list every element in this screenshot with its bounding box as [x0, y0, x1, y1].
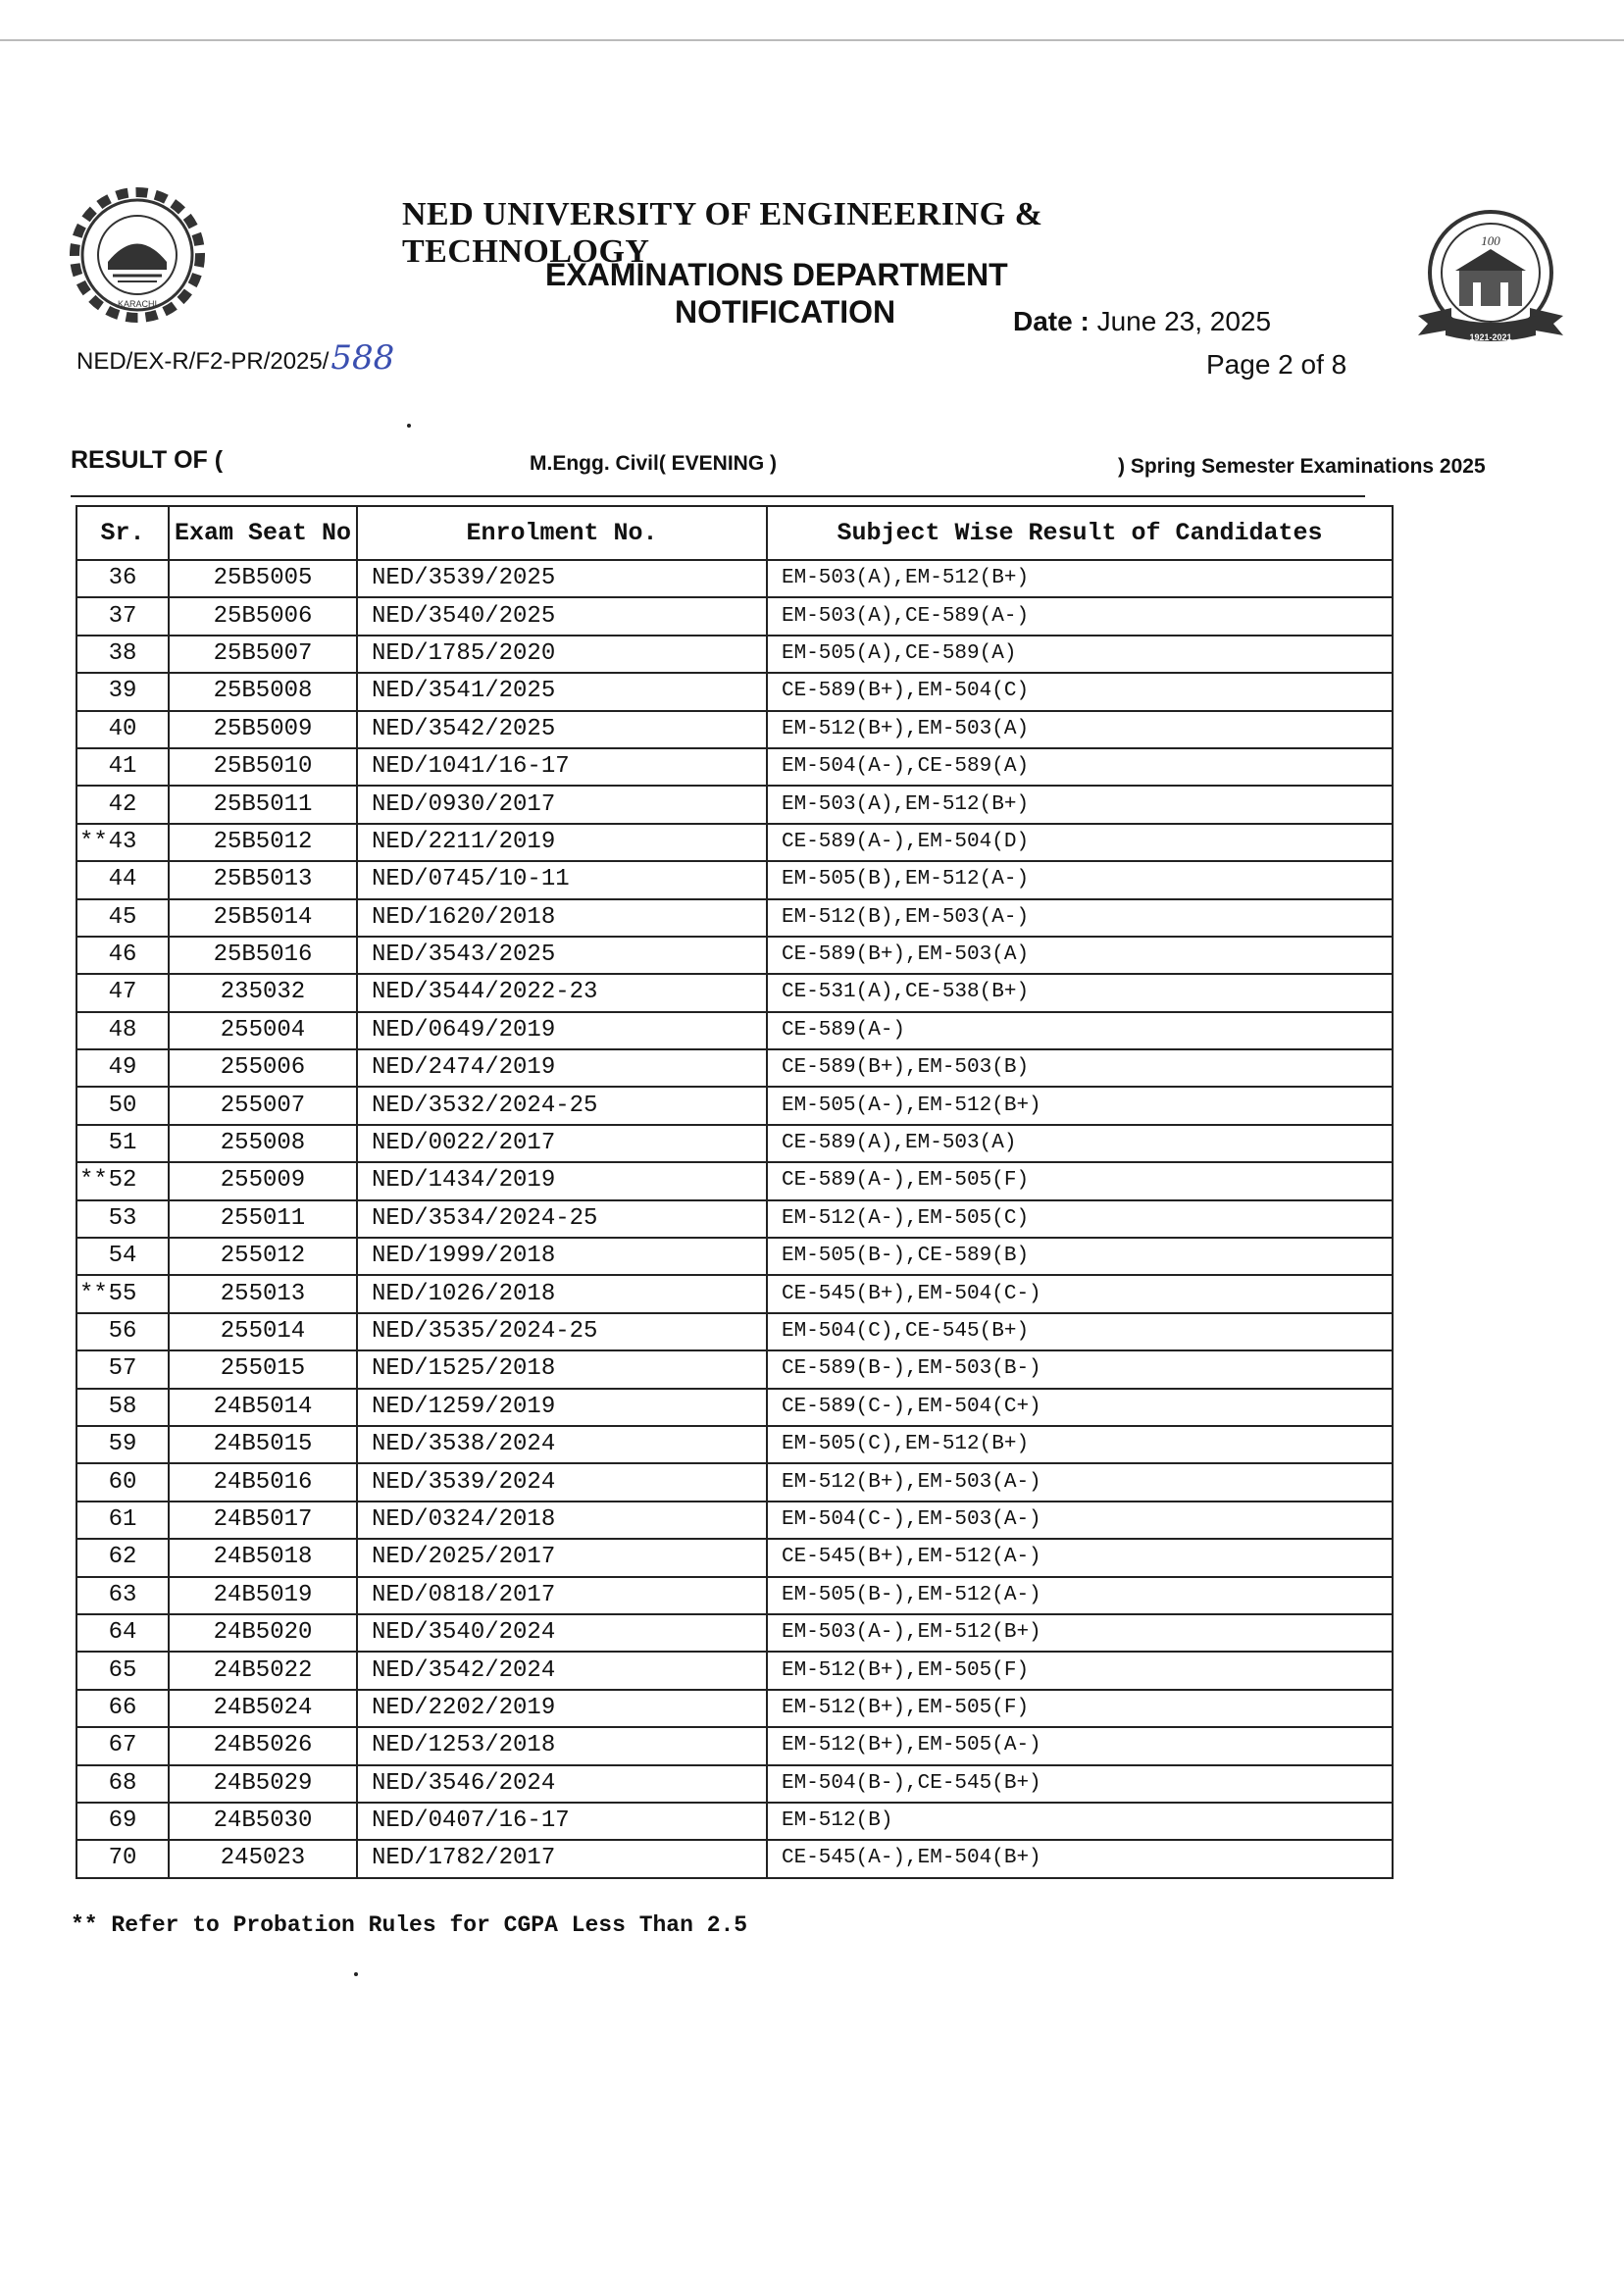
serial-number: 49 — [108, 1054, 137, 1082]
table-row — [76, 824, 1393, 861]
cell-subject-result: EM-505(B-),CE-589(B) — [767, 1238, 1393, 1275]
cell-sr — [76, 1200, 169, 1238]
cell-sr — [76, 1049, 169, 1087]
cell-exam-seat: 24B5026 — [169, 1727, 357, 1764]
serial-number: 62 — [108, 1544, 137, 1571]
cell-subject-result: EM-503(A-),EM-512(B+) — [767, 1614, 1393, 1652]
cell-enrolment: NED/3546/2024 — [357, 1765, 767, 1803]
serial-number: 65 — [108, 1656, 137, 1684]
cell-exam-seat: 25B5016 — [169, 937, 357, 974]
cell-subject-result: CE-589(A-),EM-504(D) — [767, 824, 1393, 861]
cell-enrolment: NED/1999/2018 — [357, 1238, 767, 1275]
table-row — [76, 1690, 1393, 1727]
cell-enrolment: NED/2202/2019 — [357, 1690, 767, 1727]
cell-enrolment: NED/1026/2018 — [357, 1275, 767, 1312]
serial-number: 41 — [108, 753, 137, 781]
cell-subject-result: CE-589(B+),EM-503(A) — [767, 937, 1393, 974]
table-row — [76, 1389, 1393, 1426]
table-row — [76, 786, 1393, 823]
date-value: June 23, 2025 — [1096, 306, 1272, 336]
serial-number: 68 — [108, 1769, 137, 1797]
serial-number: 48 — [108, 1016, 137, 1044]
cell-subject-result: EM-505(C),EM-512(B+) — [767, 1426, 1393, 1463]
cell-sr — [76, 824, 169, 861]
cell-exam-seat: 235032 — [169, 974, 357, 1011]
svg-text:100: 100 — [1481, 233, 1500, 248]
serial-number: 46 — [108, 942, 137, 969]
table-row — [76, 597, 1393, 635]
cell-sr — [76, 1125, 169, 1162]
cell-sr — [76, 1614, 169, 1652]
cell-subject-result: EM-504(A-),CE-589(A) — [767, 748, 1393, 786]
department-title: EXAMINATIONS DEPARTMENT — [545, 257, 1008, 292]
cell-exam-seat: 25B5009 — [169, 711, 357, 748]
serial-number: 38 — [108, 639, 137, 667]
table-row — [76, 1313, 1393, 1350]
table-row — [76, 861, 1393, 898]
serial-number: 59 — [108, 1431, 137, 1458]
cell-subject-result: EM-504(B-),CE-545(B+) — [767, 1765, 1393, 1803]
cell-enrolment: NED/0407/16-17 — [357, 1803, 767, 1840]
serial-number: 45 — [108, 903, 137, 931]
serial-number: 57 — [108, 1355, 137, 1383]
cell-exam-seat: 255004 — [169, 1012, 357, 1049]
cell-subject-result: EM-512(B),EM-503(A-) — [767, 899, 1393, 937]
reference-prefix: NED/EX-R/F2-PR/2025/ — [76, 348, 330, 375]
serial-number: 44 — [108, 866, 137, 893]
cell-exam-seat: 24B5024 — [169, 1690, 357, 1727]
table-row — [76, 1577, 1393, 1614]
table-row — [76, 1275, 1393, 1312]
cell-enrolment: NED/1785/2020 — [357, 636, 767, 673]
column-header-exam-seat: Exam Seat No — [169, 506, 357, 560]
cell-exam-seat: 24B5030 — [169, 1803, 357, 1840]
cell-subject-result: EM-505(A),CE-589(A) — [767, 636, 1393, 673]
cell-exam-seat: 255014 — [169, 1313, 357, 1350]
serial-number: 60 — [108, 1468, 137, 1496]
cell-subject-result: EM-504(C-),EM-503(A-) — [767, 1502, 1393, 1539]
cell-subject-result: EM-512(B+),EM-503(A-) — [767, 1463, 1393, 1501]
cell-sr — [76, 1765, 169, 1803]
probation-marker: ** — [79, 1280, 108, 1307]
cell-sr — [76, 974, 169, 1011]
cell-exam-seat: 24B5016 — [169, 1463, 357, 1501]
cell-exam-seat: 24B5020 — [169, 1614, 357, 1652]
cell-enrolment: NED/0930/2017 — [357, 786, 767, 823]
cell-sr — [76, 636, 169, 673]
reference-number — [76, 338, 394, 378]
table-row — [76, 1539, 1393, 1576]
probation-marker: ** — [79, 828, 108, 855]
cell-subject-result: CE-589(B+),EM-504(C) — [767, 673, 1393, 710]
cell-exam-seat: 25B5013 — [169, 861, 357, 898]
serial-number: 52 — [108, 1167, 137, 1195]
serial-number: 54 — [108, 1243, 137, 1270]
centenary-seal-logo — [1412, 206, 1569, 353]
cell-enrolment: NED/3538/2024 — [357, 1426, 767, 1463]
column-header-subject-result: Subject Wise Result of Candidates — [767, 506, 1393, 560]
table-row — [76, 1614, 1393, 1652]
probation-marker: ** — [79, 1167, 108, 1195]
cell-sr — [76, 1502, 169, 1539]
cell-sr — [76, 899, 169, 937]
cell-subject-result: EM-504(C),CE-545(B+) — [767, 1313, 1393, 1350]
table-row — [76, 1502, 1393, 1539]
cell-sr — [76, 748, 169, 786]
cell-exam-seat: 25B5007 — [169, 636, 357, 673]
page-indicator: Page 2 of 8 — [1206, 349, 1347, 380]
cell-subject-result: EM-512(B+),EM-503(A) — [767, 711, 1393, 748]
cell-subject-result: EM-505(A-),EM-512(B+) — [767, 1087, 1393, 1124]
cell-enrolment: NED/2211/2019 — [357, 824, 767, 861]
cell-exam-seat: 24B5017 — [169, 1502, 357, 1539]
cell-subject-result: EM-512(A-),EM-505(C) — [767, 1200, 1393, 1238]
scan-speck — [354, 1972, 358, 1976]
program-name: M.Engg. Civil( EVENING ) — [530, 452, 778, 475]
cell-exam-seat: 25B5014 — [169, 899, 357, 937]
handwritten-reference-number: 588 — [330, 338, 395, 378]
cell-exam-seat: 24B5014 — [169, 1389, 357, 1426]
cell-exam-seat: 255015 — [169, 1350, 357, 1388]
cell-sr — [76, 597, 169, 635]
serial-number: 56 — [108, 1318, 137, 1345]
cell-subject-result: CE-589(B+),EM-503(B) — [767, 1049, 1393, 1087]
cell-sr — [76, 711, 169, 748]
cell-subject-result: CE-531(A),CE-538(B+) — [767, 974, 1393, 1011]
cell-subject-result: CE-589(A-),EM-505(F) — [767, 1162, 1393, 1199]
cell-enrolment: NED/3532/2024-25 — [357, 1087, 767, 1124]
cell-subject-result: EM-505(B),EM-512(A-) — [767, 861, 1393, 898]
cell-enrolment: NED/2025/2017 — [357, 1539, 767, 1576]
probation-footnote: ** Refer to Probation Rules for CGPA Less Than 2.5 — [71, 1912, 748, 1938]
column-header-sr: Sr. — [76, 506, 169, 560]
cell-enrolment: NED/1434/2019 — [357, 1162, 767, 1199]
cell-enrolment: NED/3542/2025 — [357, 711, 767, 748]
notification-title: NOTIFICATION — [675, 294, 896, 330]
serial-number: 39 — [108, 678, 137, 705]
cell-enrolment: NED/2474/2019 — [357, 1049, 767, 1087]
table-row — [76, 1765, 1393, 1803]
serial-number: 58 — [108, 1393, 137, 1420]
serial-number: 51 — [108, 1130, 137, 1157]
table-row — [76, 974, 1393, 1011]
cell-sr — [76, 1389, 169, 1426]
notification-date — [1013, 306, 1271, 337]
table-row — [76, 1125, 1393, 1162]
table-row — [76, 1238, 1393, 1275]
cell-enrolment: NED/0818/2017 — [357, 1577, 767, 1614]
table-row — [76, 899, 1393, 937]
cell-sr — [76, 861, 169, 898]
cell-subject-result: CE-589(A),EM-503(A) — [767, 1125, 1393, 1162]
serial-number: 64 — [108, 1619, 137, 1647]
cell-enrolment: NED/1620/2018 — [357, 899, 767, 937]
cell-exam-seat: 24B5018 — [169, 1539, 357, 1576]
table-row — [76, 1200, 1393, 1238]
cell-sr — [76, 1727, 169, 1764]
table-row — [76, 1840, 1393, 1877]
ned-university-emblem-logo — [64, 181, 211, 329]
serial-number: 43 — [108, 828, 137, 855]
serial-number: 37 — [108, 602, 137, 630]
table-row — [76, 937, 1393, 974]
cell-enrolment: NED/3543/2025 — [357, 937, 767, 974]
cell-enrolment: NED/1525/2018 — [357, 1350, 767, 1388]
cell-sr — [76, 1577, 169, 1614]
cell-exam-seat: 25B5012 — [169, 824, 357, 861]
cell-subject-result: EM-503(A),CE-589(A-) — [767, 597, 1393, 635]
serial-number: 66 — [108, 1694, 137, 1721]
cell-sr — [76, 1652, 169, 1689]
cell-exam-seat: 25B5005 — [169, 560, 357, 597]
cell-exam-seat: 245023 — [169, 1840, 357, 1877]
cell-enrolment: NED/1259/2019 — [357, 1389, 767, 1426]
serial-number: 53 — [108, 1204, 137, 1232]
cell-exam-seat: 255013 — [169, 1275, 357, 1312]
cell-exam-seat: 25B5006 — [169, 597, 357, 635]
serial-number: 70 — [108, 1845, 137, 1872]
cell-sr — [76, 1350, 169, 1388]
cell-sr — [76, 937, 169, 974]
table-row — [76, 560, 1393, 597]
cell-enrolment: NED/3539/2024 — [357, 1463, 767, 1501]
table-row — [76, 1727, 1393, 1764]
table-row — [76, 636, 1393, 673]
table-row — [76, 1162, 1393, 1199]
serial-number: 50 — [108, 1092, 137, 1119]
cell-subject-result: CE-589(A-) — [767, 1012, 1393, 1049]
cell-exam-seat: 255008 — [169, 1125, 357, 1162]
cell-sr — [76, 1690, 169, 1727]
cell-subject-result: CE-589(C-),EM-504(C+) — [767, 1389, 1393, 1426]
table-row — [76, 1463, 1393, 1501]
cell-enrolment: NED/3541/2025 — [357, 673, 767, 710]
cell-enrolment: NED/3539/2025 — [357, 560, 767, 597]
cell-subject-result: EM-505(B-),EM-512(A-) — [767, 1577, 1393, 1614]
cell-subject-result: CE-545(B+),EM-504(C-) — [767, 1275, 1393, 1312]
semester-name: ) Spring Semester Examinations 2025 — [1118, 455, 1486, 478]
cell-exam-seat: 255012 — [169, 1238, 357, 1275]
cell-sr — [76, 560, 169, 597]
cell-exam-seat: 24B5019 — [169, 1577, 357, 1614]
section-divider — [71, 495, 1365, 497]
table-row — [76, 1652, 1393, 1689]
table-row — [76, 748, 1393, 786]
svg-text:KARACHI: KARACHI — [117, 299, 158, 309]
table-row — [76, 1049, 1393, 1087]
serial-number: 40 — [108, 715, 137, 742]
cell-sr — [76, 1275, 169, 1312]
table-row — [76, 1350, 1393, 1388]
cell-enrolment: NED/0745/10-11 — [357, 861, 767, 898]
cell-subject-result: EM-512(B) — [767, 1803, 1393, 1840]
table-row — [76, 1803, 1393, 1840]
cell-sr — [76, 1238, 169, 1275]
cell-exam-seat: 255006 — [169, 1049, 357, 1087]
table-row — [76, 1087, 1393, 1124]
column-header-enrolment: Enrolment No. — [357, 506, 767, 560]
cell-sr — [76, 1313, 169, 1350]
table-row — [76, 1426, 1393, 1463]
results-table — [76, 505, 1394, 1879]
serial-number: 55 — [108, 1280, 137, 1307]
cell-sr — [76, 1803, 169, 1840]
serial-number: 47 — [108, 979, 137, 1006]
table-row — [76, 711, 1393, 748]
cell-subject-result: EM-512(B+),EM-505(A-) — [767, 1727, 1393, 1764]
table-header-row — [76, 506, 1393, 560]
cell-sr — [76, 1162, 169, 1199]
scan-top-edge — [0, 39, 1624, 41]
cell-exam-seat: 255009 — [169, 1162, 357, 1199]
cell-subject-result: EM-503(A),EM-512(B+) — [767, 560, 1393, 597]
cell-exam-seat: 255007 — [169, 1087, 357, 1124]
cell-sr — [76, 1426, 169, 1463]
serial-number: 36 — [108, 565, 137, 592]
cell-sr — [76, 1539, 169, 1576]
cell-enrolment: NED/3540/2025 — [357, 597, 767, 635]
cell-exam-seat: 25B5011 — [169, 786, 357, 823]
serial-number: 42 — [108, 790, 137, 818]
serial-number: 63 — [108, 1581, 137, 1608]
cell-enrolment: NED/3534/2024-25 — [357, 1200, 767, 1238]
cell-subject-result: EM-503(A),EM-512(B+) — [767, 786, 1393, 823]
cell-subject-result: CE-545(B+),EM-512(A-) — [767, 1539, 1393, 1576]
cell-subject-result: EM-512(B+),EM-505(F) — [767, 1652, 1393, 1689]
cell-enrolment: NED/3542/2024 — [357, 1652, 767, 1689]
cell-enrolment: NED/0649/2019 — [357, 1012, 767, 1049]
date-label: Date : — [1013, 306, 1090, 336]
cell-exam-seat: 24B5029 — [169, 1765, 357, 1803]
cell-subject-result: CE-589(B-),EM-503(B-) — [767, 1350, 1393, 1388]
cell-subject-result: EM-512(B+),EM-505(F) — [767, 1690, 1393, 1727]
cell-sr — [76, 1840, 169, 1877]
cell-enrolment: NED/1782/2017 — [357, 1840, 767, 1877]
cell-exam-seat: 24B5015 — [169, 1426, 357, 1463]
cell-exam-seat: 255011 — [169, 1200, 357, 1238]
cell-sr — [76, 1087, 169, 1124]
table-row — [76, 673, 1393, 710]
cell-enrolment: NED/3535/2024-25 — [357, 1313, 767, 1350]
result-of-label: RESULT OF ( — [71, 446, 224, 474]
cell-sr — [76, 673, 169, 710]
scan-speck — [407, 424, 411, 428]
serial-number: 67 — [108, 1732, 137, 1759]
cell-enrolment: NED/3544/2022-23 — [357, 974, 767, 1011]
cell-enrolment: NED/0022/2017 — [357, 1125, 767, 1162]
cell-enrolment: NED/3540/2024 — [357, 1614, 767, 1652]
cell-exam-seat: 25B5008 — [169, 673, 357, 710]
cell-sr — [76, 1012, 169, 1049]
cell-enrolment: NED/1041/16-17 — [357, 748, 767, 786]
table-row — [76, 1012, 1393, 1049]
cell-sr — [76, 1463, 169, 1501]
svg-text:1921-2021: 1921-2021 — [1469, 332, 1512, 342]
cell-exam-seat: 25B5010 — [169, 748, 357, 786]
cell-exam-seat: 24B5022 — [169, 1652, 357, 1689]
cell-enrolment: NED/1253/2018 — [357, 1727, 767, 1764]
university-name: NED UNIVERSITY OF ENGINEERING & TECHNOLOGY — [402, 196, 1043, 270]
serial-number: 61 — [108, 1505, 137, 1533]
cell-subject-result: CE-545(A-),EM-504(B+) — [767, 1840, 1393, 1877]
cell-sr — [76, 786, 169, 823]
cell-enrolment: NED/0324/2018 — [357, 1502, 767, 1539]
serial-number: 69 — [108, 1807, 137, 1835]
